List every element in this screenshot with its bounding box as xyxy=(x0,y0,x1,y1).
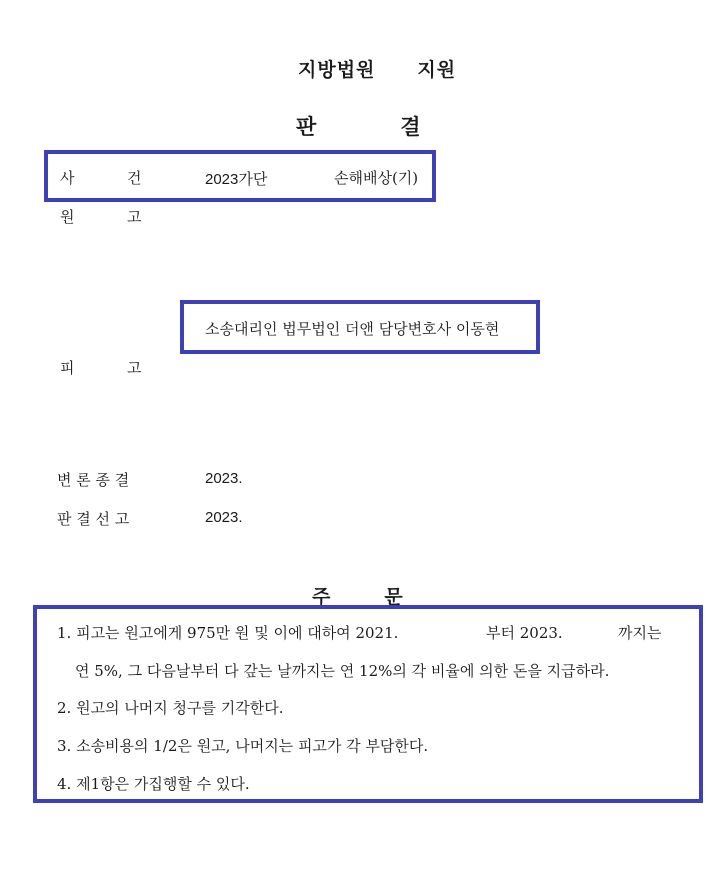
document-title-char2: 결 xyxy=(400,115,421,139)
court-name-part1: 지방법원 xyxy=(298,59,376,81)
court-name-part2: 지원 xyxy=(417,59,457,81)
document-title xyxy=(296,111,421,141)
plaintiff-attorney: 소송대리인 법무법인 더앤 담당변호사 이동현 xyxy=(205,320,500,338)
order-item-2: 2. 원고의 나머지 청구를 기각한다. xyxy=(57,699,284,717)
case-label-2: 건 xyxy=(127,169,142,187)
defendant-label-1: 피 xyxy=(60,359,75,377)
document-title-char1: 판 xyxy=(296,115,317,139)
order-heading-char2: 문 xyxy=(384,586,403,608)
plaintiff-label-2: 고 xyxy=(127,208,142,226)
ruling-date-value: 2023. xyxy=(205,509,243,526)
court-name xyxy=(298,55,456,82)
order-item-4: 4. 제1항은 가집행할 수 있다. xyxy=(57,775,250,793)
defendant-label-2: 고 xyxy=(127,359,142,377)
order-item-1-part1: 1. 피고는 원고에게 975만 원 및 이에 대하여 2021. xyxy=(57,624,399,642)
ruling-date-label: 판 결 선 고 xyxy=(57,510,130,528)
case-number: 2023가단 xyxy=(205,171,268,188)
order-item-1-part3: 까지는 xyxy=(618,624,662,642)
order-heading-char1: 주 xyxy=(312,586,331,608)
plaintiff-label-1: 원 xyxy=(60,208,75,226)
closing-date-label: 변 론 종 결 xyxy=(57,471,130,489)
order-item-1-continued: 연 5%, 그 다음날부터 다 갚는 날까지는 연 12%의 각 비율에 의한 돈을 지급하라. xyxy=(75,662,610,680)
closing-date-value: 2023. xyxy=(205,470,243,487)
order-item-3: 3. 소송비용의 1/2은 원고, 나머지는 피고가 각 부담한다. xyxy=(57,737,429,755)
case-label-1: 사 xyxy=(60,169,75,187)
order-item-1-part2: 부터 2023. xyxy=(486,624,563,642)
case-name: 손해배상(기) xyxy=(334,169,419,187)
